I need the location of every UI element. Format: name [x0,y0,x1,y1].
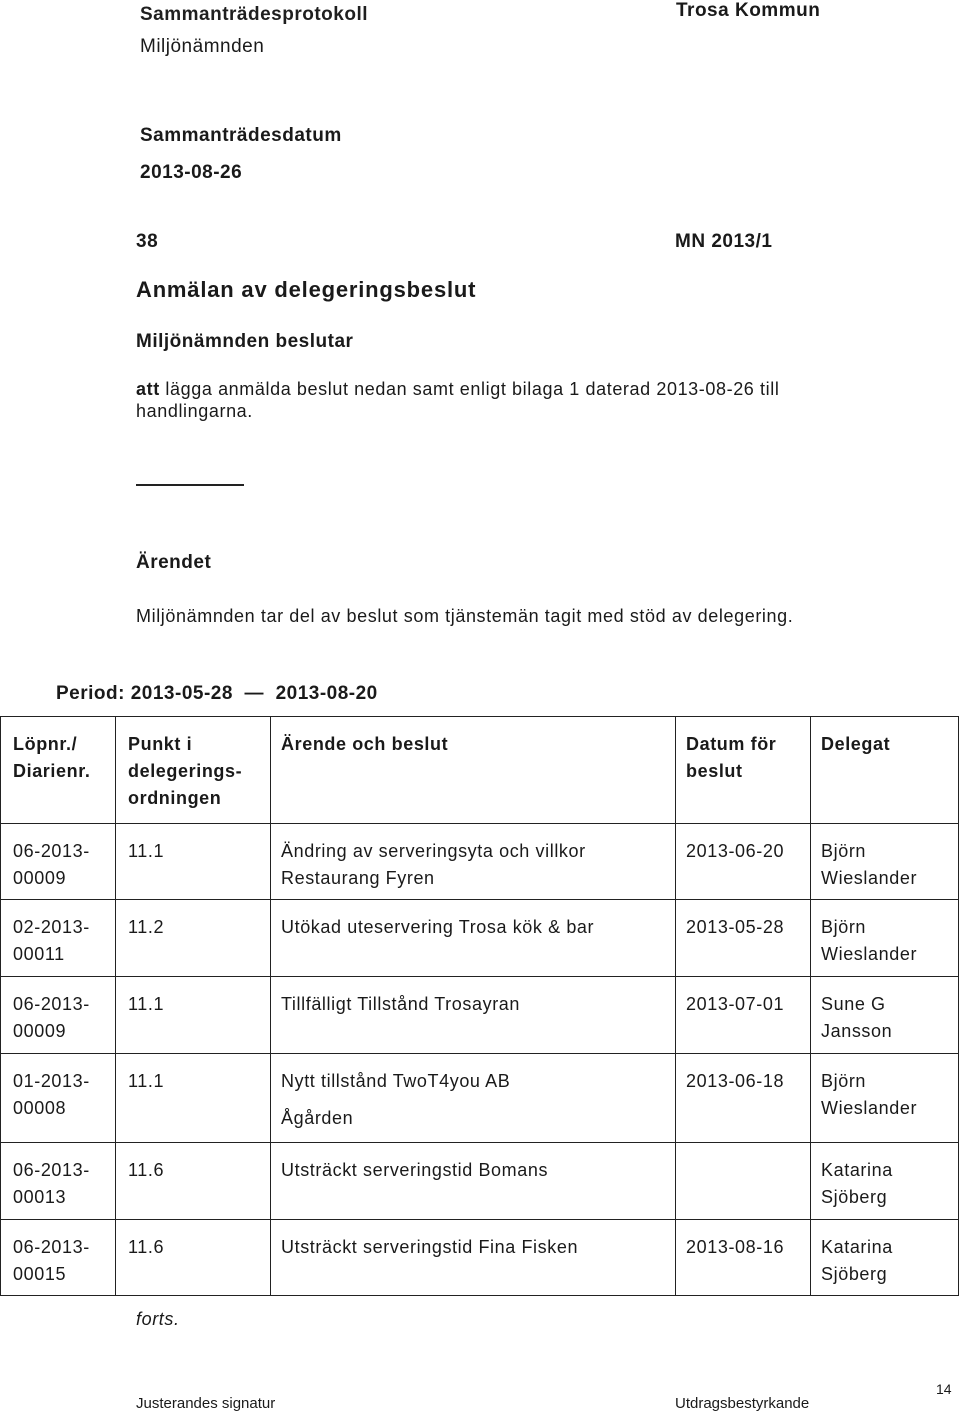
table-row: 06-2013- 00015 11.6 Utsträckt serveringstid Fina Fisken 2013-08-16 Katarina Sjöberg [1,1220,959,1296]
meeting-date-label: Sammanträdesdatum [140,125,342,146]
header-lopnr: Löpnr./ Diarienr. [1,717,116,824]
signature-label: Justerandes signatur [136,1395,276,1412]
table-header-row [1,717,959,824]
case-reference: MN 2013/1 [675,231,773,252]
board-name: Miljönämnden [140,36,265,57]
table-row: 06-2013- 00013 11.6 Utsträckt serveringstid Bomans Katarina Sjöberg [1,1143,959,1220]
page-number: 14 [936,1381,952,1397]
item-number: 38 [136,231,159,252]
decision-heading: Miljönämnden beslutar [136,331,354,352]
header-delegat: Delegat [811,717,959,824]
decision-text: lägga anmälda beslut nedan samt enligt bilaga 1 daterad 2013-08-26 till [165,379,780,399]
table-row: 02-2013- 00011 11.2 Utökad uteservering Trosa kök & bar 2013-05-28 Björn Wieslander [1,900,959,977]
att-keyword: att [136,379,160,399]
item-title: Anmälan av delegeringsbeslut [136,277,477,302]
table-row: 06-2013- 00009 11.1 Ändring av serveringsyta och villkor Restaurang Fyren 2013-06-20 Björn Wieslander [1,824,959,900]
table-row: 06-2013- 00009 11.1 Tillfälligt Tillstånd Trosayran 2013-07-01 Sune G Jansson [1,977,959,1054]
matter-heading: Ärendet [136,552,212,573]
decision-line-1 [136,379,779,400]
header-datum: Datum för beslut [676,717,811,824]
period-dash: — [238,683,270,704]
decision-line-2: handlingarna. [136,401,253,421]
delegation-table [0,716,959,1296]
municipality-name: Trosa Kommun [676,0,821,21]
document-type: Sammanträdesprotokoll [140,4,368,25]
period-from: 2013-05-28 [130,683,233,704]
meeting-date: 2013-08-26 [140,162,243,183]
table-row: 01-2013- 00008 11.1 Nytt tillstånd TwoT4you AB Ågården 2013-06-18 Björn Wieslander [1,1054,959,1143]
separator-line [136,484,244,486]
header-punkt: Punkt i delegerings- ordningen [116,717,271,824]
matter-text: Miljönämnden tar del av beslut som tjänstemän tagit med stöd av delegering. [136,606,794,626]
header-arende: Ärende och beslut [271,717,676,824]
period-label: Period: [56,683,125,704]
period-to: 2013-08-20 [275,683,378,704]
period-line [56,683,378,705]
continued-note: forts. [136,1309,180,1329]
certification-label: Utdragsbestyrkande [675,1395,810,1412]
